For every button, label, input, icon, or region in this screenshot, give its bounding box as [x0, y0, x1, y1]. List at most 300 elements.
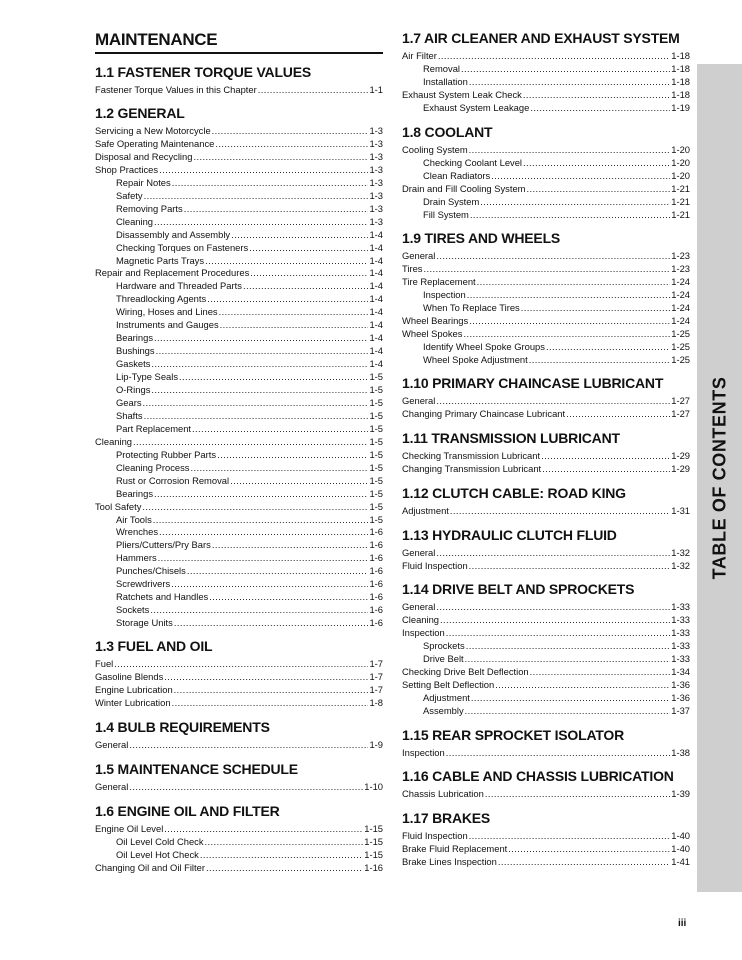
dot-leader	[209, 591, 368, 603]
toc-entry-title: Drain and Fill Cooling System	[402, 182, 526, 194]
dot-leader	[530, 102, 670, 114]
toc-entry-title: Brake Lines Inspection	[402, 855, 497, 867]
toc-entry-title: General	[95, 781, 129, 792]
dot-leader	[461, 63, 670, 75]
toc-entry-title: Repair and Replacement Procedures	[95, 267, 250, 279]
dot-leader	[200, 849, 363, 861]
section-heading: 1.3 FUEL AND OIL	[95, 638, 213, 654]
toc-entry[interactable]	[402, 250, 690, 262]
dot-leader	[541, 450, 670, 462]
toc-page-number: 1-20	[671, 156, 690, 168]
toc-entry[interactable]	[402, 183, 690, 195]
toc-entry-title: Inspection	[402, 747, 445, 758]
dot-leader	[215, 138, 368, 150]
dot-leader	[192, 423, 368, 435]
toc-subentry[interactable]	[116, 836, 383, 848]
toc-entry[interactable]	[95, 823, 383, 835]
toc-subentry[interactable]	[116, 565, 383, 577]
dot-leader	[465, 705, 671, 717]
toc-entry[interactable]	[402, 505, 690, 517]
toc-entry-title: Hammers	[116, 552, 157, 564]
toc-entry-title: Wiring, Hoses and Lines	[116, 306, 218, 318]
toc-page-number: 1-3	[369, 137, 383, 149]
toc-page-number: 1-40	[671, 843, 690, 854]
toc-subentry[interactable]	[116, 552, 383, 564]
dot-leader	[187, 565, 369, 577]
dot-leader	[220, 319, 369, 331]
toc-subentry[interactable]	[116, 539, 383, 551]
toc-subentry[interactable]	[116, 280, 383, 292]
toc-subentry[interactable]	[116, 397, 383, 409]
toc-subentry[interactable]	[116, 242, 383, 254]
dot-leader	[463, 328, 670, 340]
toc-entry-title: Punches/Chisels	[116, 565, 186, 577]
toc-subentry[interactable]	[116, 332, 383, 344]
dot-leader	[174, 617, 369, 629]
toc-entry-title: Cleaning Process	[116, 461, 190, 473]
toc-entry-title: Gaskets	[116, 358, 151, 370]
dot-leader	[438, 50, 670, 62]
toc-page-number: 1-4	[369, 332, 383, 344]
dot-leader	[436, 601, 670, 613]
toc-entry-title: Checking Torques on Fasteners	[116, 241, 249, 253]
toc-entry[interactable]	[402, 679, 690, 691]
dot-leader	[465, 653, 671, 665]
toc-page-number: 1-7	[369, 683, 383, 695]
toc-page-number: 1-5	[369, 384, 383, 395]
toc-subentry[interactable]	[116, 849, 383, 861]
toc-page-number: 1-23	[671, 250, 690, 261]
toc-page-number: 1-40	[671, 830, 690, 841]
toc-entry[interactable]	[95, 862, 383, 874]
toc-page-number: 1-36	[671, 678, 690, 690]
toc-entry[interactable]	[95, 164, 383, 176]
toc-subentry[interactable]	[423, 76, 690, 88]
toc-page-number: 1-4	[369, 345, 383, 357]
toc-subentry[interactable]	[116, 177, 383, 189]
toc-subentry[interactable]	[423, 692, 690, 704]
toc-entry-title: Sprockets	[423, 639, 465, 651]
toc-page-number: 1-4	[369, 319, 383, 331]
section-heading: 1.9 TIRES AND WHEELS	[402, 230, 561, 246]
toc-entry-title: Drain System	[423, 195, 480, 207]
dot-leader	[172, 177, 369, 189]
toc-page-number: 1-5	[369, 422, 383, 434]
dot-leader	[154, 332, 368, 344]
dot-leader	[143, 397, 369, 409]
toc-entry[interactable]	[95, 267, 383, 279]
dot-leader	[546, 341, 670, 353]
dot-leader	[172, 697, 369, 709]
dot-leader	[159, 526, 368, 538]
toc-page-number: 1-18	[671, 88, 690, 100]
toc-subentry[interactable]	[423, 170, 690, 182]
toc-entry[interactable]	[402, 788, 690, 800]
toc-entry-title: Cleaning	[402, 614, 440, 625]
toc-subentry[interactable]	[116, 462, 383, 474]
toc-entry-title: Bushings	[116, 345, 155, 357]
dot-leader	[230, 475, 368, 487]
dot-leader	[205, 255, 368, 267]
section-heading: 1.16 CABLE AND CHASSIS LUBRICATION	[402, 768, 674, 784]
dot-leader	[164, 823, 363, 835]
toc-entry-title: Magnetic Parts Trays	[116, 254, 205, 266]
section-heading: 1.1 FASTENER TORQUE VALUES	[95, 64, 311, 80]
toc-page-number: 1-24	[671, 288, 690, 300]
toc-subentry[interactable]	[116, 345, 383, 357]
dot-leader	[190, 462, 368, 474]
toc-entry[interactable]	[402, 408, 690, 420]
section-heading: 1.2 GENERAL	[95, 105, 185, 121]
section-heading: 1.17 BRAKES	[402, 810, 491, 826]
toc-entry-title: Changing Primary Chaincase Lubricant	[402, 407, 566, 419]
toc-entry[interactable]	[402, 614, 690, 626]
section-heading: 1.14 DRIVE BELT AND SPROCKETS	[402, 581, 635, 597]
toc-page-number: 1-33	[671, 614, 690, 625]
toc-page-number: 1-39	[671, 788, 690, 799]
toc-subentry[interactable]	[423, 209, 690, 221]
toc-subentry[interactable]	[116, 371, 383, 383]
toc-subentry[interactable]	[116, 475, 383, 487]
toc-page-number: 1-6	[369, 591, 383, 603]
toc-entry-title: Setting Belt Deflection	[402, 678, 495, 690]
toc-page-number: 1-1	[369, 84, 383, 95]
toc-page-number: 1-16	[364, 861, 383, 873]
toc-page-number: 1-33	[671, 652, 690, 664]
sidebar-label: TABLE OF CONTENTS	[709, 376, 729, 580]
dot-leader	[440, 614, 670, 626]
toc-subentry[interactable]	[116, 216, 383, 228]
toc-entry[interactable]	[95, 739, 383, 751]
toc-entry[interactable]	[402, 144, 690, 156]
toc-entry[interactable]	[95, 125, 383, 137]
toc-entry-title: Hardware and Threaded Parts	[116, 280, 242, 292]
toc-page-number: 1-5	[369, 396, 383, 408]
section-heading: 1.10 PRIMARY CHAINCASE LUBRICANT	[402, 375, 664, 391]
toc-page-number: 1-5	[369, 448, 383, 460]
toc-subentry[interactable]	[116, 578, 383, 590]
dot-leader	[154, 488, 368, 500]
toc-entry-title: Drive Belt	[423, 652, 464, 664]
toc-entry-title: Tires	[402, 262, 423, 274]
toc-entry-title: Shafts	[116, 409, 143, 421]
dot-leader	[133, 436, 368, 448]
toc-entry-title: Safety	[116, 189, 143, 201]
toc-entry-title: O-Rings	[116, 384, 151, 395]
toc-subentry[interactable]	[423, 354, 690, 366]
toc-page-number: 1-32	[671, 560, 690, 571]
dot-leader	[527, 183, 671, 195]
dot-leader	[179, 371, 368, 383]
dot-leader	[542, 463, 670, 475]
toc-subentry[interactable]	[116, 190, 383, 202]
toc-entry[interactable]	[402, 315, 690, 327]
toc-entry[interactable]	[402, 830, 690, 842]
toc-page-number: 1-3	[369, 163, 383, 175]
toc-subentry[interactable]	[116, 410, 383, 422]
dot-leader	[423, 263, 670, 275]
section-heading: 1.4 BULB REQUIREMENTS	[95, 719, 270, 735]
toc-page-number: 1-6	[369, 526, 383, 538]
dot-leader	[469, 830, 671, 842]
toc-entry-title: When To Replace Tires	[423, 301, 520, 313]
toc-page-number: 1-25	[671, 340, 690, 352]
toc-entry[interactable]	[402, 263, 690, 275]
toc-entry-title: Servicing a New Motorcycle	[95, 125, 211, 136]
toc-subentry[interactable]	[423, 341, 690, 353]
toc-entry-title: Inspection	[402, 626, 445, 638]
toc-entry-title: Bearings	[116, 332, 154, 344]
toc-page-number: 1-3	[369, 189, 383, 201]
toc-subentry[interactable]	[116, 617, 383, 629]
toc-entry-title: Storage Units	[116, 617, 173, 629]
dot-leader	[144, 410, 369, 422]
toc-page-number: 1-7	[369, 671, 383, 682]
toc-page-number: 1-36	[671, 691, 690, 703]
toc-page-number: 1-6	[369, 604, 383, 616]
toc-entry-title: Rust or Corrosion Removal	[116, 474, 230, 486]
toc-subentry[interactable]	[116, 384, 383, 396]
toc-page-number: 1-7	[369, 658, 383, 669]
toc-subentry[interactable]	[116, 423, 383, 435]
toc-subentry[interactable]	[116, 293, 383, 305]
dot-leader	[491, 170, 670, 182]
toc-page-number: 1-6	[369, 617, 383, 629]
toc-subentry[interactable]	[116, 591, 383, 603]
dot-leader	[469, 144, 671, 156]
toc-page-number: 1-25	[671, 353, 690, 365]
toc-entry[interactable]	[402, 601, 690, 613]
dot-leader	[508, 843, 670, 855]
dot-leader	[193, 151, 368, 163]
toc-entry-title: Checking Drive Belt Deflection	[402, 665, 529, 677]
dot-leader	[114, 658, 368, 670]
section-heading: 1.7 AIR CLEANER AND EXHAUST SYSTEM	[402, 30, 680, 46]
toc-page-number: 1-5	[369, 487, 383, 499]
toc-page-number: 1-18	[671, 75, 690, 87]
toc-entry[interactable]	[95, 671, 383, 683]
toc-page-number: 1-24	[671, 275, 690, 287]
toc-entry-title: Adjustment	[402, 505, 449, 516]
toc-page-number: 1-33	[671, 601, 690, 612]
toc-page-number: 1-4	[369, 306, 383, 318]
toc-entry-title: Identify Wheel Spoke Groups	[423, 340, 545, 352]
toc-entry-title: Tool Safety	[95, 500, 142, 512]
toc-page-number: 1-3	[369, 176, 383, 188]
toc-entry[interactable]	[95, 684, 383, 696]
dot-leader	[446, 627, 670, 639]
toc-subentry[interactable]	[116, 255, 383, 267]
toc-entry-title: Part Replacement	[116, 422, 192, 434]
toc-entry[interactable]	[402, 276, 690, 288]
toc-entry-title: Winter Lubrication	[95, 696, 171, 708]
toc-subentry[interactable]	[116, 604, 383, 616]
toc-entry[interactable]	[95, 436, 383, 448]
toc-page-number: 1-24	[671, 314, 690, 326]
toc-subentry[interactable]	[116, 229, 383, 241]
toc-subentry[interactable]	[116, 526, 383, 538]
toc-subentry[interactable]	[423, 705, 690, 717]
toc-page-number: 1-33	[671, 639, 690, 651]
toc-entry-title: Cooling System	[402, 144, 468, 155]
dot-leader	[250, 267, 368, 279]
toc-subentry[interactable]	[116, 319, 383, 331]
dot-leader	[171, 578, 368, 590]
toc-subentry[interactable]	[116, 358, 383, 370]
toc-entry-title: Exhaust System Leak Check	[402, 88, 522, 100]
toc-entry[interactable]	[402, 89, 690, 101]
toc-subentry[interactable]	[116, 514, 383, 526]
toc-page-number: 1-4	[369, 358, 383, 370]
dot-leader	[212, 539, 369, 551]
toc-subentry[interactable]	[423, 289, 690, 301]
toc-entry[interactable]	[95, 138, 383, 150]
toc-entry[interactable]	[95, 781, 383, 793]
toc-entry[interactable]	[402, 50, 690, 62]
page-number: iii	[678, 918, 687, 929]
toc-page-number: 1-5	[369, 409, 383, 421]
dot-leader	[469, 315, 670, 327]
dot-leader	[446, 747, 670, 759]
toc-entry-title: Protecting Rubber Parts	[116, 448, 217, 460]
toc-page-number: 1-6	[369, 565, 383, 577]
toc-entry-title: Fill System	[423, 208, 469, 220]
toc-entry[interactable]	[95, 697, 383, 709]
section-heading: 1.13 HYDRAULIC CLUTCH FLUID	[402, 527, 617, 543]
section-heading: 1.8 COOLANT	[402, 124, 493, 140]
toc-entry[interactable]	[95, 84, 383, 96]
toc-entry[interactable]	[95, 501, 383, 513]
dot-leader	[231, 229, 368, 241]
toc-entry-title: General	[402, 547, 436, 558]
toc-entry[interactable]	[402, 560, 690, 572]
toc-entry[interactable]	[402, 747, 690, 759]
toc-page-number: 1-9	[369, 739, 383, 750]
toc-page-number: 1-6	[369, 578, 383, 590]
toc-entry-title: Safe Operating Maintenance	[95, 137, 215, 149]
toc-entry-title: Pliers/Cutters/Pry Bars	[116, 539, 211, 551]
dot-leader	[151, 384, 368, 396]
toc-page-number: 1-3	[369, 150, 383, 162]
section-heading: 1.15 REAR SPROCKET ISOLATOR	[402, 727, 625, 743]
toc-entry-title: Oil Level Hot Check	[116, 848, 199, 860]
dot-leader	[436, 250, 670, 262]
dot-leader	[205, 836, 364, 848]
toc-subentry[interactable]	[116, 449, 383, 461]
toc-entry-title: Wrenches	[116, 526, 159, 538]
toc-subentry[interactable]	[116, 306, 383, 318]
toc-entry[interactable]	[402, 666, 690, 678]
toc-entry[interactable]	[402, 547, 690, 559]
dot-leader	[495, 679, 670, 691]
toc-entry[interactable]	[402, 395, 690, 407]
toc-page-number: 1-4	[369, 254, 383, 266]
toc-subentry[interactable]	[423, 196, 690, 208]
toc-subentry[interactable]	[423, 640, 690, 652]
toc-subentry[interactable]	[423, 653, 690, 665]
toc-page-number: 1-5	[369, 435, 383, 447]
toc-entry[interactable]	[402, 856, 690, 868]
toc-entry[interactable]	[402, 463, 690, 475]
toc-subentry[interactable]	[423, 102, 690, 114]
toc-entry[interactable]	[402, 627, 690, 639]
dot-leader	[164, 671, 368, 683]
toc-page-number: 1-38	[671, 747, 690, 758]
toc-subentry[interactable]	[423, 63, 690, 75]
toc-entry-title: Fluid Inspection	[402, 560, 468, 571]
toc-page-number: 1-31	[671, 505, 690, 516]
dot-leader	[243, 280, 368, 292]
toc-page-number: 1-29	[671, 450, 690, 461]
toc-entry-title: Gears	[116, 396, 142, 408]
toc-entry-title: Air Filter	[402, 50, 437, 61]
toc-entry[interactable]	[402, 843, 690, 855]
toc-page-number: 1-15	[364, 848, 383, 860]
dot-leader	[153, 514, 369, 526]
dot-leader	[159, 164, 368, 176]
dot-leader	[184, 203, 369, 215]
chapter-title: MAINTENANCE	[95, 30, 218, 49]
dot-leader	[529, 354, 670, 366]
dot-leader	[450, 505, 670, 517]
toc-entry-title: Engine Oil Level	[95, 823, 164, 834]
dot-leader	[258, 84, 369, 96]
toc-sidebar-tab[interactable]	[697, 64, 742, 892]
toc-subentry[interactable]	[423, 157, 690, 169]
toc-entry-title: Chassis Lubrication	[402, 788, 484, 799]
toc-entry[interactable]	[402, 328, 690, 340]
toc-entry-title: Shop Practices	[95, 163, 159, 175]
toc-entry-title: Removing Parts	[116, 202, 183, 214]
toc-page-number: 1-21	[671, 208, 690, 220]
toc-entry-title: Removal	[423, 63, 460, 74]
toc-page-number: 1-3	[369, 125, 383, 136]
section-heading: 1.12 CLUTCH CABLE: ROAD KING	[402, 485, 626, 501]
toc-page-number: 1-15	[364, 823, 383, 834]
section-heading: 1.11 TRANSMISSION LUBRICANT	[402, 430, 620, 446]
toc-page-number: 1-24	[671, 301, 690, 313]
toc-subentry[interactable]	[116, 203, 383, 215]
dot-leader	[158, 552, 369, 564]
toc-page-number: 1-5	[369, 500, 383, 512]
toc-entry-title: Ratchets and Handles	[116, 591, 209, 603]
toc-subentry[interactable]	[423, 302, 690, 314]
toc-entry-title: Exhaust System Leakage	[423, 101, 530, 113]
toc-page-number: 1-34	[671, 665, 690, 677]
toc-entry[interactable]	[95, 658, 383, 670]
toc-page-number: 1-4	[369, 280, 383, 292]
dot-leader	[150, 604, 368, 616]
dot-leader	[566, 408, 670, 420]
dot-leader	[219, 306, 369, 318]
toc-entry-title: General	[402, 250, 436, 261]
dot-leader	[217, 449, 368, 461]
toc-entry[interactable]	[95, 151, 383, 163]
toc-entry-title: Disassembly and Assembly	[116, 228, 231, 240]
dot-leader	[498, 856, 670, 868]
dot-leader	[470, 209, 670, 221]
toc-entry-title: Checking Transmission Lubricant	[402, 450, 541, 461]
toc-page-number: 1-10	[364, 781, 383, 792]
toc-entry[interactable]	[402, 450, 690, 462]
dot-leader	[156, 345, 369, 357]
toc-entry-title: Gasoline Blends	[95, 671, 164, 682]
toc-page-number: 1-5	[369, 461, 383, 473]
toc-entry-title: Sockets	[116, 604, 150, 616]
toc-subentry[interactable]	[116, 488, 383, 500]
toc-page-number: 1-21	[671, 182, 690, 194]
toc-entry-title: Adjustment	[423, 691, 470, 703]
